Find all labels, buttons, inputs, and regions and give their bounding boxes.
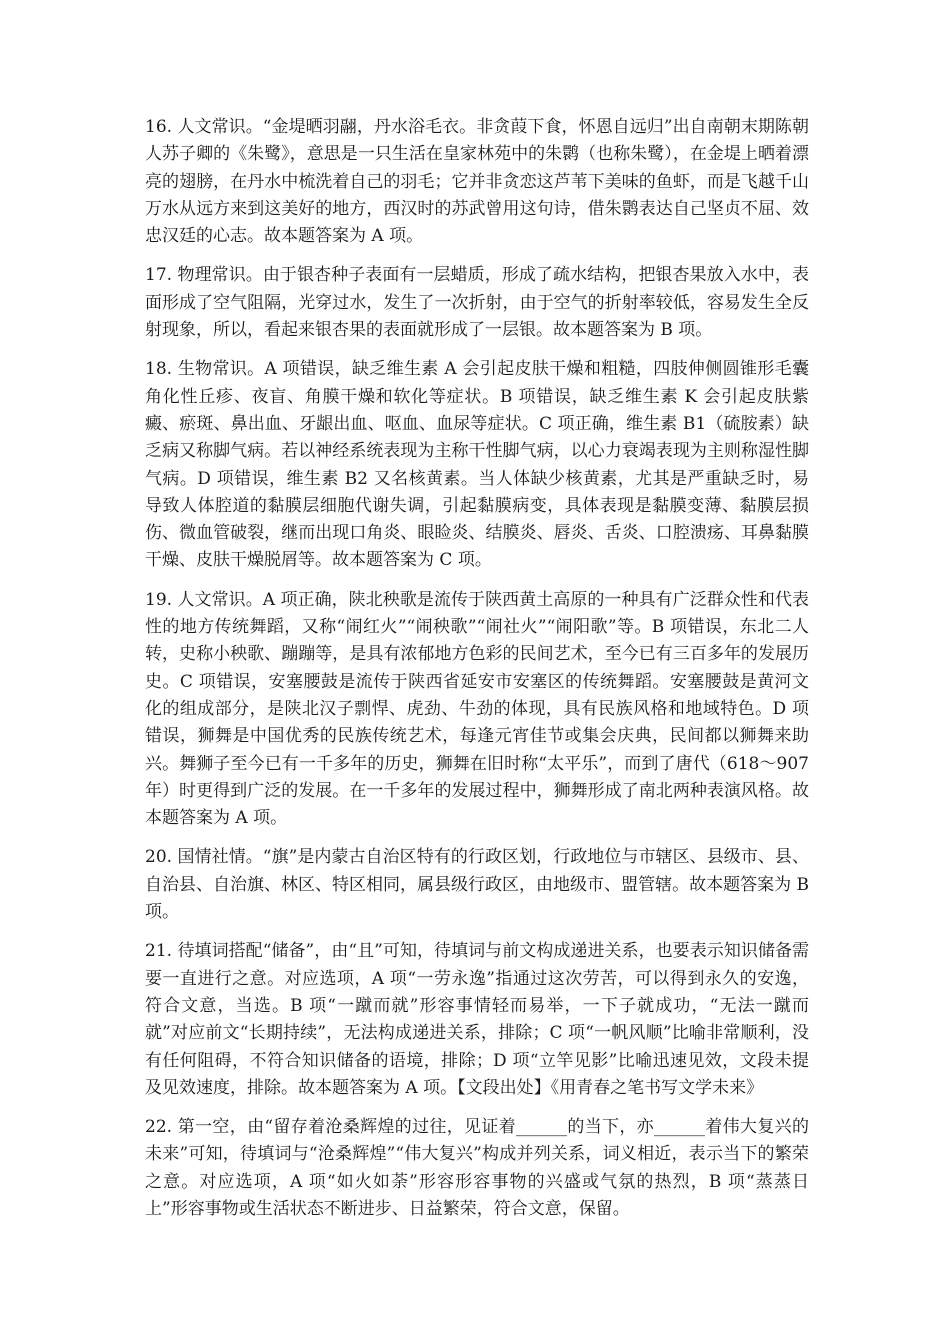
answer-paragraph-17: 17. 物理常识。由于银杏种子表面有一层蜡质，形成了疏水结构，把银杏果放入水中，表面形成了空气阻隔，光穿过水，发生了一次折射，由于空气的折射率较低，容易发生全反射现象，所以，看起来银杏果的表面就形成了一层银。故本题答案为 B 项。 bbox=[145, 265, 809, 341]
answer-paragraph-22: 22. 第一空，由“留存着沧桑辉煌的过往，见证着______的当下，亦______着伟大复兴的未来”可知，待填词与“沧桑辉煌”“伟大复兴”构成并列关系，词义相近，表示当下的繁荣之意。对应选项，A 项“如火如荼”形容形容事物的兴盛或气氛的热烈，B 项“蒸蒸日上”形容事物或生活状态不断进步、日益繁荣，符合文意，保留。 bbox=[145, 1117, 809, 1219]
answer-paragraph-16: 16. 人文常识。“金堤晒羽翮，丹水浴毛衣。非贪葭下食，怀恩自远归”出自南朝末期陈朝人苏子卿的《朱鹭》，意思是一只生活在皇家林苑中的朱鹮（也称朱鹭），在金堤上晒着漂亮的翅膀，在丹水中梳洗着自己的羽毛；它并非贪恋这芦苇下美味的鱼虾，而是飞越千山万水从远方来到这美好的地方，西汉时的苏武曾用这句诗，借朱鹮表达自己坚贞不屈、效忠汉廷的心志。故本题答案为 A 项。 bbox=[145, 117, 809, 247]
document-page bbox=[145, 114, 809, 1235]
answer-paragraph-20: 20. 国情社情。“旗”是内蒙古自治区特有的行政区划，行政地位与市辖区、县级市、县、自治县、自治旗、林区、特区相同，属县级行政区，由地级市、盟管辖。故本题答案为 B 项。 bbox=[145, 847, 809, 923]
answer-paragraph-18: 18. 生物常识。A 项错误，缺乏维生素 A 会引起皮肤干燥和粗糙，四肢伸侧圆锥形毛囊角化性丘疹、夜盲、角膜干燥和软化等症状。B 项错误，缺乏维生素 K 会引起皮肤紫癜、瘀斑、鼻出血、牙龈出血、呕血、血尿等症状。C 项正确，维生素 B1（硫胺素）缺乏病又称脚气病。若以神经系统表现为主称干性脚气病，以心力衰竭表现为主则称湿性脚气病。D 项错误，维生素 B2 又名核黄素。当人体缺少核黄素，尤其是严重缺乏时，易导致人体腔道的黏膜层细胞代谢失调，引起黏膜病变，具体表现是黏膜变薄、黏膜层损伤、微血管破裂，继而出现口角炎、眼睑炎、结膜炎、唇炎、舌炎、口腔溃疡、耳鼻黏膜干燥、皮肤干燥脱屑等。故本题答案为 C 项。 bbox=[145, 359, 809, 571]
answer-paragraph-21: 21. 待填词搭配“储备”，由“且”可知，待填词与前文构成递进关系，也要表示知识储备需要一直进行之意。对应选项，A 项“一劳永逸”指通过这次劳苦，可以得到永久的安逸，符合文意，当选。B 项“一蹴而就”形容事情轻而易举，一下子就成功，“无法一蹴而就”对应前文“长期持续”，无法构成递进关系，排除；C 项“一帆风顺”比喻非常顺利，没有任何阻碍，不符合知识储备的语境，排除；D 项“立竿见影”比喻迅速见效，文段未提及见效速度，排除。故本题答案为 A 项。【文段出处】《用青春之笔书写文学未来》 bbox=[145, 941, 809, 1098]
answer-paragraph-19: 19. 人文常识。A 项正确，陕北秧歌是流传于陕西黄土高原的一种具有广泛群众性和代表性的地方传统舞蹈，又称“闹红火”“闹秧歌”“闹社火”“闹阳歌”等。B 项错误，东北二人转，史称小秧歌、蹦蹦等，是具有浓郁地方色彩的民间艺术，至今已有三百多年的发展历史。C 项错误，安塞腰鼓是流传于陕西省延安市安塞区的传统舞蹈。安塞腰鼓是黄河文化的组成部分，是陕北汉子剽悍、虎劲、牛劲的体现，具有民族风格和地域特色。D 项错误，狮舞是中国优秀的民族传统艺术，每逢元宵佳节或集会庆典，民间都以狮舞来助兴。舞狮子至今已有一千多年的历史，狮舞在旧时称“太平乐”，而到了唐代（618～907 年）时更得到广泛的发展。在一千多年的发展过程中，狮舞形成了南北两种表演风格。故本题答案为 A 项。 bbox=[145, 589, 809, 829]
